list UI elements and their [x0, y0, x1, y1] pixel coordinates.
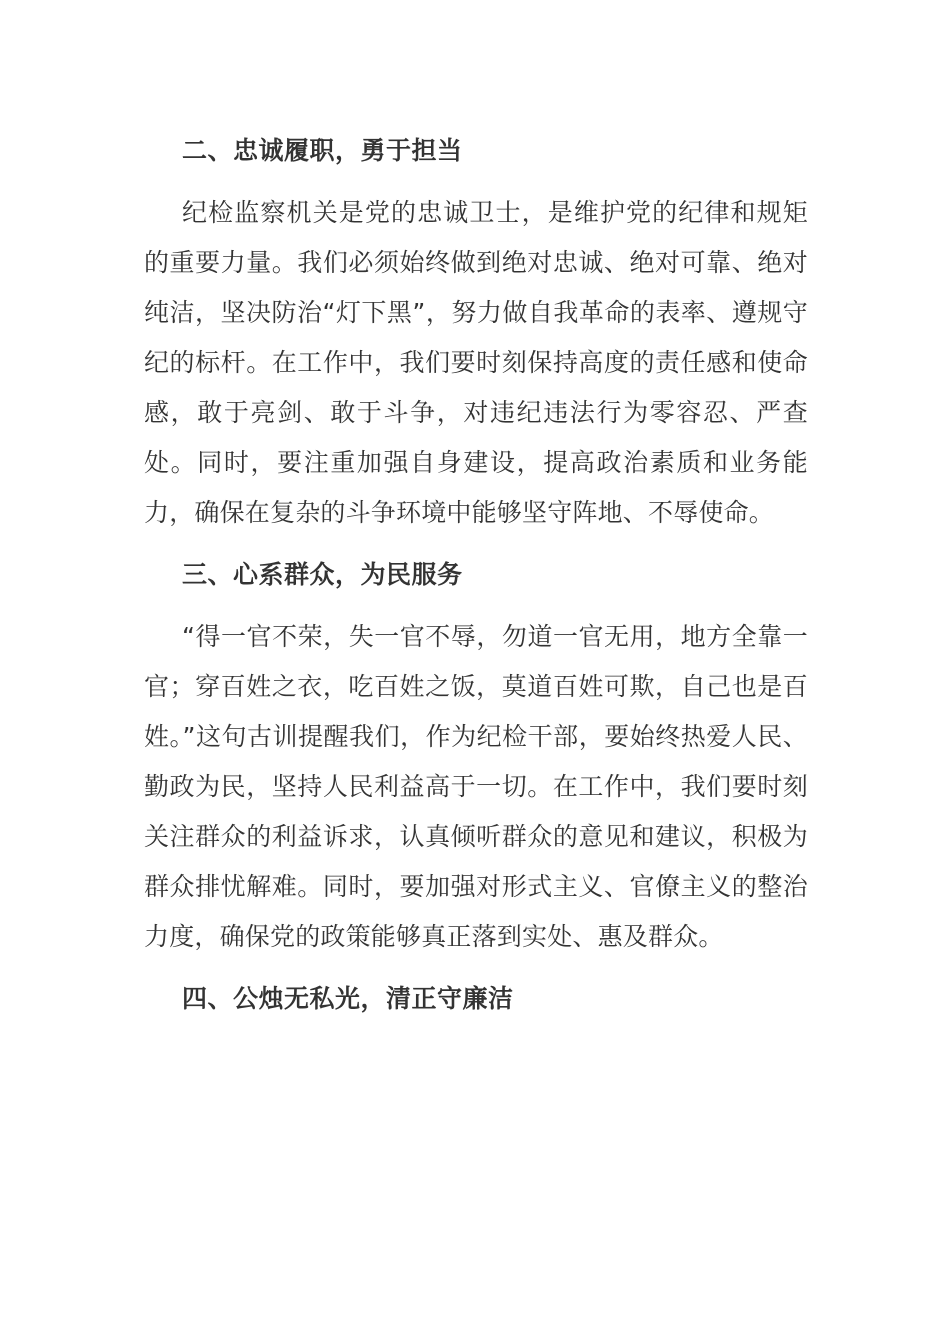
section-paragraph-2: 纪检监察机关是党的忠诚卫士，是维护党的纪律和规矩的重要力量。我们必须始终做到绝对忠诚、绝对可靠、绝对纯洁，坚决防治“灯下黑”，努力做自我革命的表率、遵规守纪的标杆。在工作中，我们要时刻保持高度的责任感和使命感，敢于亮剑、敢于斗争，对违纪违法行为零容忍、严查处。同时，要注重加强自身建设，提高政治素质和业务能力，确保在复杂的斗争环境中能够坚守阵地、不辱使命。 [144, 198, 808, 527]
section-heading-2: 二、忠诚履职，勇于担当 [182, 136, 463, 165]
section-paragraph-3: “得一官不荣，失一官不辱，勿道一官无用，地方全靠一官；穿百姓之衣，吃百姓之饭，莫道百姓可欺，自己也是百姓。”这句古训提醒我们，作为纪检干部，要始终热爱人民、勤政为民，坚持人民利益高于一切。在工作中，我们要时刻关注群众的利益诉求，认真倾听群众的意见和建议，积极为群众排忧解难。同时，要加强对形式主义、官僚主义的整治力度，确保党的政策能够真正落到实处、惠及群众。 [144, 622, 808, 951]
section-heading-4: 四、公烛无私光，清正守廉洁 [182, 984, 514, 1013]
document-body [144, 126, 808, 1024]
section-heading-3: 三、心系群众，为民服务 [182, 560, 463, 589]
